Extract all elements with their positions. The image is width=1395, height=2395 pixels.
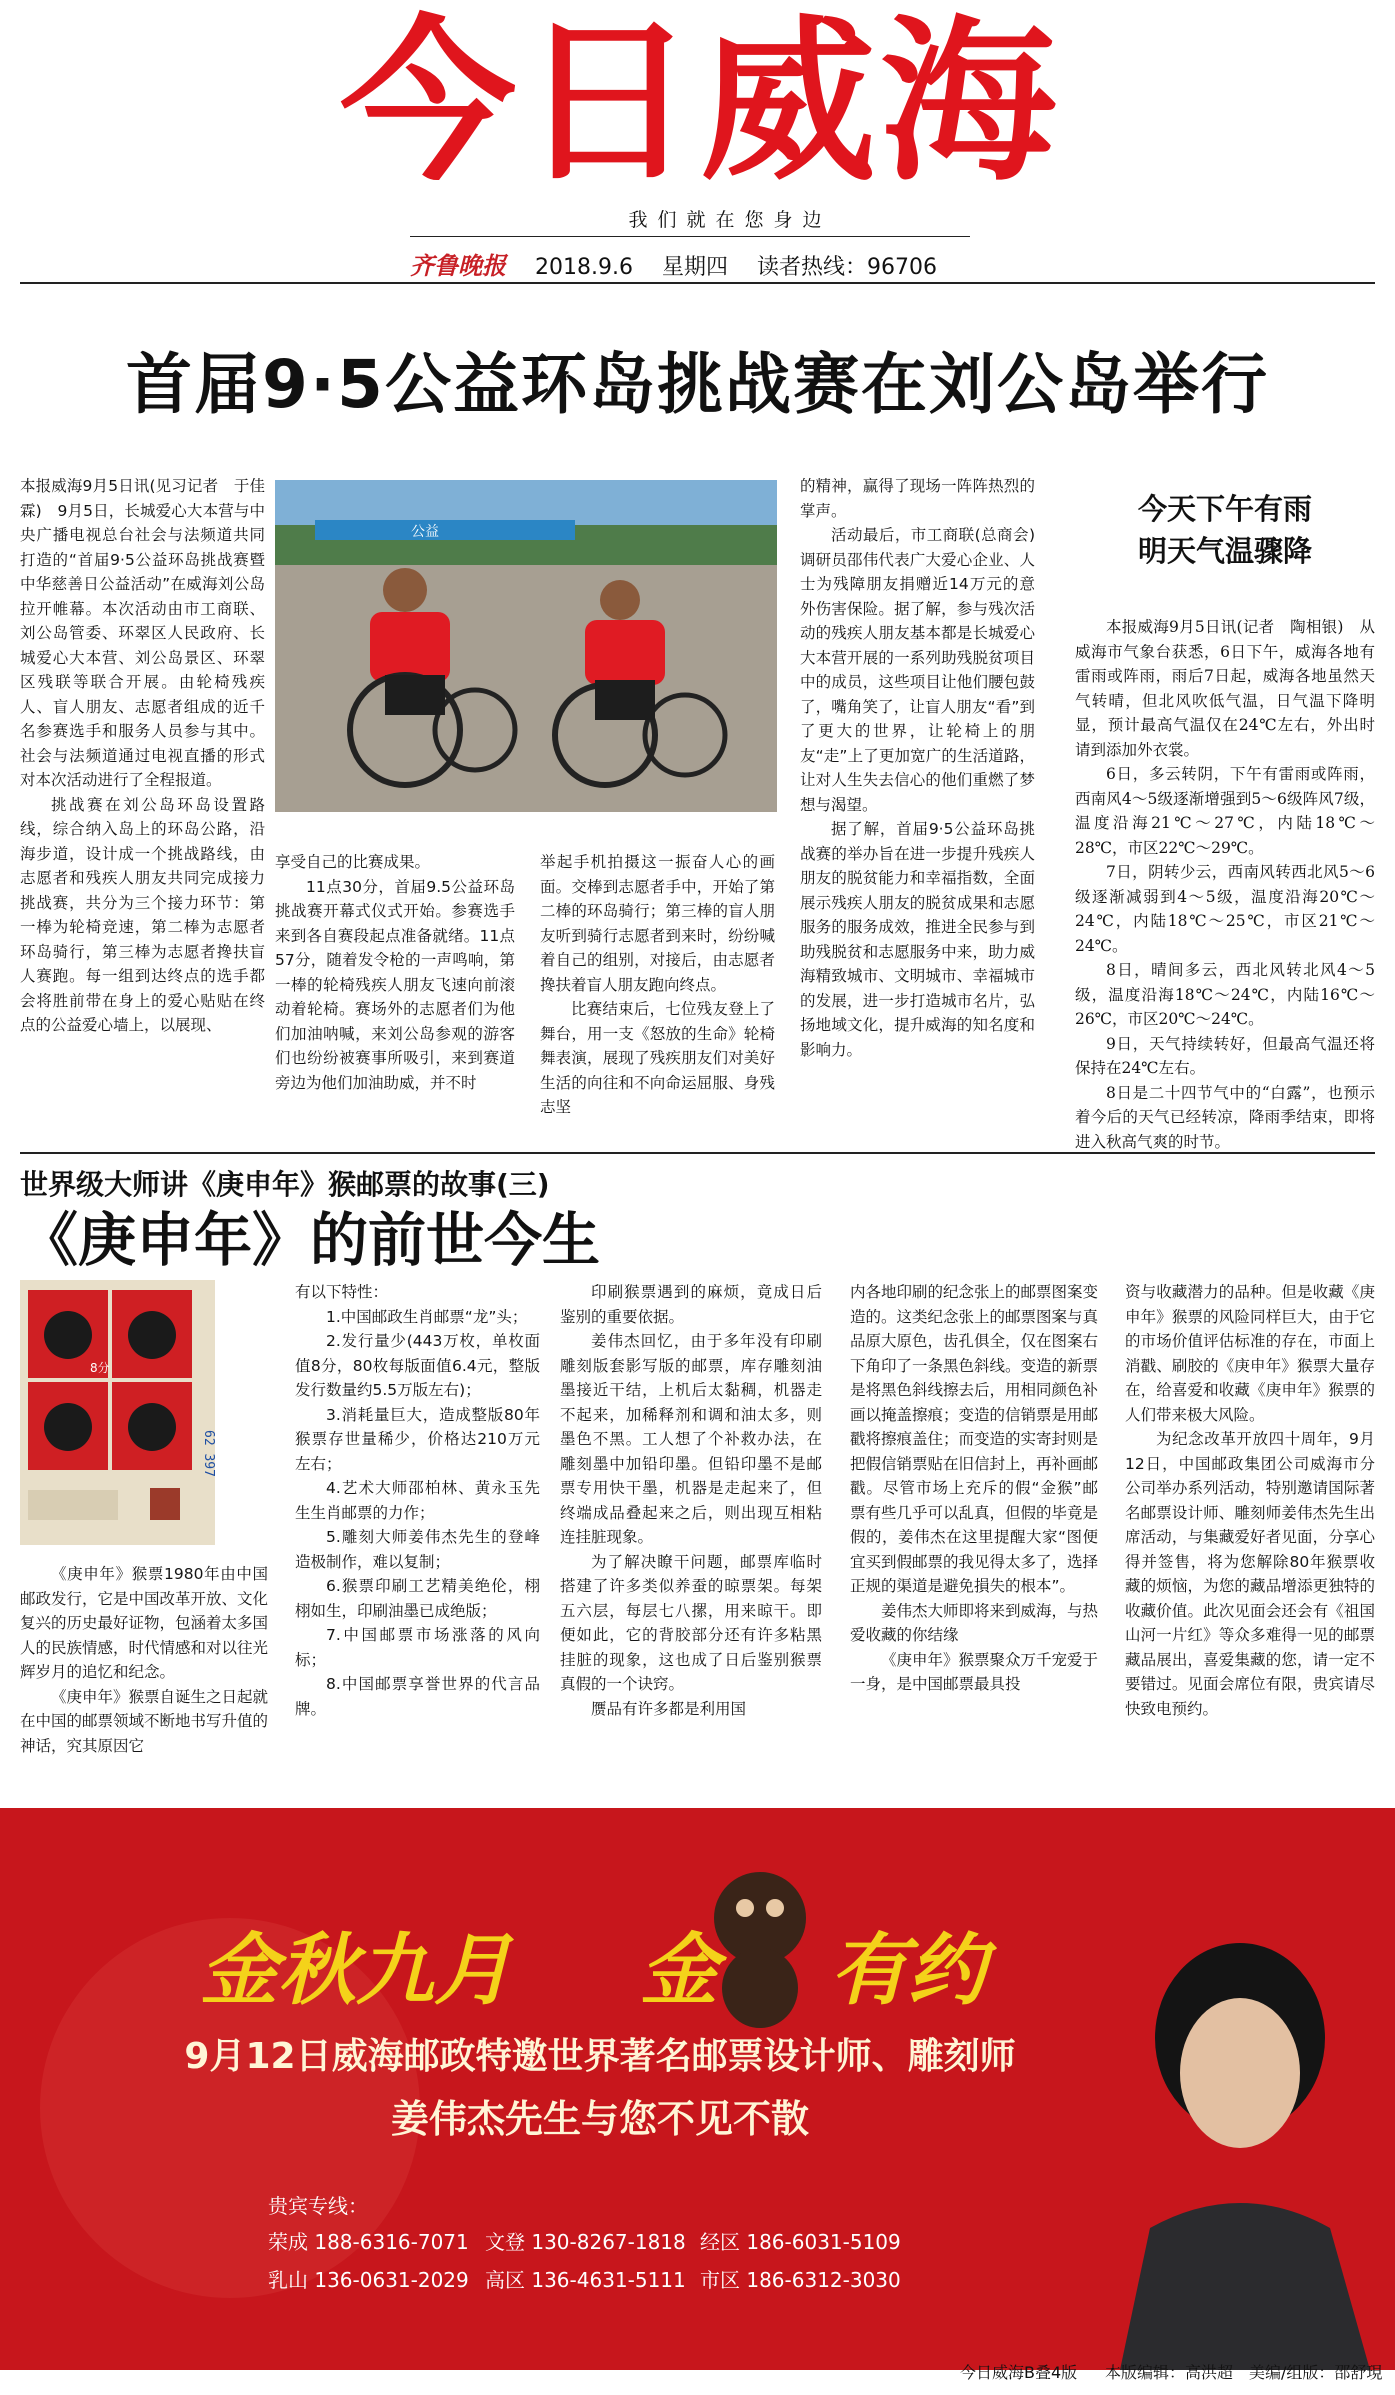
lead-paragraph: 享受自己的比赛成果。	[275, 853, 431, 871]
weather-body	[1075, 615, 1375, 1154]
stamp-paragraph: 《庚申年》猴票自诞生之日起就在中国的邮票领域不断地书写升值的神话，究其原因它	[20, 1687, 269, 1755]
weather-paragraph: 8日是二十四节气中的“白露”，也预示着今后的天气已经转凉，降雨季结束，即将进入秋高气爽的时节。	[1075, 1083, 1375, 1151]
stamp-event-advertisement	[0, 1808, 1395, 2370]
issue-weekday: 星期四	[661, 255, 728, 280]
stamp-paragraph: 3.消耗量巨大，造成整版80年猴票存世量稀少，价格达210万元左右；	[295, 1405, 540, 1473]
lead-col-3	[540, 850, 775, 1120]
masthead-bottom-rule	[20, 282, 1375, 284]
monkey-stamp-icon	[20, 1280, 215, 1545]
stamp-code-text: 62 397	[201, 1430, 215, 1477]
weather-headline-line2: 明天气温骤降	[1137, 534, 1312, 568]
wheelchair-race-illustration	[275, 480, 777, 812]
weather-headline	[1080, 488, 1370, 572]
lead-paragraph: 的精神，赢得了现场一阵阵热烈的掌声。	[800, 477, 1035, 520]
stamp-paragraph: 资与收藏潜力的品种。但是收藏《庚申年》猴票的风险同样巨大，由于它的市场价值评估标准的存在，市面上消戳、刷胶的《庚申年》猴票大量存在，给喜爱和收藏《庚申年》猴票的人们带来极大风险。	[1125, 1283, 1375, 1424]
lead-col-2	[275, 850, 515, 1095]
ad-contact: 经区 186-6031-5109	[700, 2230, 901, 2254]
stamp-paragraph: 内各地印刷的纪念张上的邮票图案变造的。这类纪念张上的邮票图案与真品原大原色，齿孔俱全，仅在图案右下角印了一条黑色斜线。变造的新票是将黑色斜线擦去后，用相同颜色补画以掩盖擦痕；变造的信销票是用邮戳将擦痕盖住；而变造的实寄封则是把假信销票贴在旧信封上，再补画邮戳。尽管市场上充斥的假“金猴”邮票有些几乎可以乱真，但假的毕竟是假的，姜伟杰在这里提醒大家“图便宜买到假邮票的我见得太多了，选择正规的渠道是避免損失的根本”。	[850, 1283, 1099, 1595]
lead-paragraph: 本报威海9月5日讯(见习记者 于佳霖) 9月5日，长城爱心大本营与中央广播电视总台社会与法频道共同打造的“首届9·5公益环岛挑战赛暨中华慈善日公益活动”在威海刘公岛拉开帷幕。本次活动由市工商联、刘公岛管委、环翠区人民政府、长城爱心大本营、刘公岛景区、环翠区残联等联合开展。由轮椅残疾人、盲人朋友、志愿者组成的近千名参赛选手和服务人员参与其中。社会与法频道通过电视直播的形式对本次活动进行了全程报道。	[20, 477, 265, 789]
stamp-paragraph: 《庚申年》猴票1980年由中国邮政发行，它是中国改革开放、文化复兴的历史最好证物，包涵着太多国人的民族情感，时代情感和对以往光辉岁月的追忆和纪念。	[20, 1565, 269, 1681]
lead-paragraph: 据了解，首届9·5公益环岛挑战赛的举办旨在进一步提升残疾人朋友的脱贫能力和幸福指数，全面展示残疾人朋友的脱贫成果和志愿服务的服务成效，推进全民参与到助残脱贫和志愿服务中来，助力威海精致城市、文明城市、幸福城市的发展，进一步打造城市名片，弘扬地域文化，提升威海的知名度和影响力。	[800, 820, 1035, 1059]
ad-contact: 乳山 136-0631-2029	[268, 2268, 469, 2292]
ad-contact: 市区 186-6312-3030	[700, 2268, 901, 2292]
stamp-col-1	[20, 1562, 268, 1758]
ad-line-2: 姜伟杰先生与您不见不散	[390, 2097, 809, 2141]
weather-paragraph: 9日，天气持续转好，但最高气温还将保持在24℃左右。	[1075, 1034, 1375, 1077]
ad-contact: 文登 130-8267-1818	[485, 2230, 686, 2254]
stamp-paragraph: 6.猴票印刷工艺精美绝伦，栩栩如生，印刷油墨已成绝版；	[295, 1577, 540, 1620]
stamp-paragraph: 为纪念改革开放四十周年，9月12日，中国邮政集团公司威海市分公司举办系列活动，特别邀请国际著名邮票设计师、雕刻师姜伟杰先生出席活动，与集藏爱好者见面，分享心得并签售，将为您解除80年猴票收藏的烦恼，为您的藏品增添更独特的收藏价值。此次见面会还会有《祖国山河一片红》等众多难得一见的邮票藏品展出，喜爱集藏的您，请一定不要错过。见面会席位有限，贵宾请尽快致电预约。	[1125, 1430, 1375, 1718]
section-divider	[20, 1152, 1375, 1154]
stamp-story-title: 《庚申年》的前世今生	[20, 1206, 601, 1274]
stamp-paragraph: 5.雕刻大师姜伟杰先生的登峰造极制作，难以复制；	[295, 1528, 540, 1571]
lead-col-1	[20, 474, 265, 1038]
weather-paragraph: 7日，阴转少云，西南风转西北风5～6级逐渐减弱到4～5级，温度沿海20℃～24℃，内陆18℃～25℃，市区21℃～24℃。	[1075, 863, 1375, 955]
ad-slogan-mid: 金	[640, 1925, 719, 2016]
footer-editors: 本版编辑：高洪超 美编/组版：邵舒現	[1105, 2363, 1383, 2382]
monkey-stamp-photo	[20, 1280, 215, 1545]
stamp-paragraph: 印刷猴票遇到的麻烦，竟成日后鉴别的重要依据。	[560, 1283, 822, 1326]
stamp-col-4	[850, 1280, 1098, 1697]
ad-hotline-label: 贵宾专线：	[268, 2194, 368, 2218]
stamp-paragraph: 姜伟杰大师即将来到威海，与热爱收藏的你结缘	[850, 1601, 1099, 1644]
lead-paragraph: 举起手机拍摄这一振奋人心的画面。交棒到志愿者手中，开始了第二棒的环岛骑行；第三棒的盲人朋友听到骑行志愿者到来时，纷纷喊着自己的组别，对接后，由志愿者搀扶着盲人朋友跑向终点。	[540, 853, 775, 994]
stamp-paragraph: 8.中国邮票享誉世界的代言品牌。	[295, 1675, 540, 1718]
lead-paragraph: 活动最后，市工商联(总商会)调研员邵伟代表广大爱心企业、人士为残障朋友捐赠近14万元的意外伤害保险。据了解，参与残次活动的残疾人朋友基本都是长城爱心大本营开展的一系列助残脱贫项目中的成员，这些项目让他们腰包鼓了，嘴角笑了，让盲人朋友“看”到了更大的世界，让轮椅上的朋友“走”上了更加宽广的生活道路，让对人生失去信心的他们重燃了梦想与渴望。	[800, 526, 1035, 814]
stamp-col-3	[560, 1280, 822, 1721]
footer-edition: 今日威海B叠4版	[960, 2363, 1078, 2382]
stamp-paragraph: 4.艺术大师邵柏林、黄永玉先生生肖邮票的力作；	[295, 1479, 540, 1522]
lead-paragraph: 11点30分，首届9.5公益环岛挑战赛开幕式仪式开始。参赛选手来到各自赛段起点准备就绪。11点57分，随着发令枪的一声鸣响，第一棒的轮椅残疾人朋友飞速向前滚动着轮椅。赛场外的志愿者们为他们加油呐喊，来刘公岛参观的游客们也纷纷被赛事所吸引，来到赛道旁边为他们加油助威，并不时	[275, 877, 515, 1092]
masthead-title: 今日威海	[339, 0, 1060, 205]
weather-paragraph: 6日，多云转阴，下午有雷雨或阵雨，西南风4～5级逐渐增强到5～6级阵风7级，温度沿海21℃～27℃，内陆18℃～28℃，市区22℃～29℃。	[1075, 765, 1375, 857]
lead-photo	[275, 480, 777, 812]
stamp-paragraph: 《庚申年》猴票聚众万千宠爱于一身，是中国邮票最具投	[850, 1650, 1099, 1693]
lead-col-4	[800, 474, 1035, 1062]
masthead-rule	[410, 236, 970, 237]
stamp-paragraph: 为了解决瞭干问题，邮票库临时搭建了许多类似养蚕的晾票架。每架五六层，每层七八摞，用来晾干。即便如此，它的背胶部分还有许多粘黑挂脏的现象，这也成了日后鉴别猴票真假的一个诀窍。	[560, 1552, 822, 1693]
stamp-paragraph: 2.发行量少(443万枚，单枚面值8分，80枚每版面值6.4元，整版发行数量约5.5万版左右)；	[295, 1332, 540, 1399]
photo-banner-text: 公益	[411, 524, 439, 540]
stamp-paragraph: 1.中国邮政生肖邮票“龙”头；	[326, 1307, 528, 1326]
weather-paragraph: 本报威海9月5日讯(记者 陶相银) 从威海市气象台获悉，6日下午，威海各地有雷雨或阵雨，雨后7日起，威海各地虽然天气转晴，但北风吹低气温，日气温下降明显，预计最高气温仅在24℃左右，外出时请到添加外衣裳。	[1075, 618, 1375, 759]
masthead-slogan: 我们就在您身边	[628, 209, 832, 231]
stamp-paragraph: 7.中国邮票市场涨落的风向标；	[295, 1626, 540, 1669]
lead-headline: 首届9·5公益环岛挑战赛在刘公岛举行	[126, 346, 1269, 423]
stamp-series-title: 世界级大师讲《庚申年》猴邮票的故事(三)	[20, 1168, 550, 1201]
stamp-value-text: 8分	[90, 1361, 110, 1375]
stamp-col-2	[295, 1280, 540, 1721]
stamp-paragraph: 赝品有许多都是利用国	[591, 1699, 747, 1718]
weather-headline-line1: 今天下午有雨	[1137, 492, 1312, 526]
ad-contact: 高区 136-4631-5111	[485, 2268, 686, 2292]
issue-date: 2018.9.6	[535, 255, 633, 280]
dateline	[410, 246, 1010, 281]
stamp-paragraph: 有以下特性：	[295, 1283, 389, 1301]
stamp-paragraph: 姜伟杰回忆，由于多年没有印刷雕刻版套影写版的邮票，库存雕刻油墨接近干结，上机后太黏稠，机器走不起来，加稀释剂和调和油太多，则墨色不黑。工人想了个补救办法，在雕刻墨中加铅印墨。但铅印墨不是邮票专用快干墨，机器是走起来了，但终端成品叠起来之后，则出现互相粘连挂脏现象。	[560, 1332, 822, 1546]
reader-hotline: 读者热线：96706	[756, 255, 937, 280]
weather-paragraph: 8日，晴间多云，西北风转北风4～5级，温度沿海18℃～24℃，内陆16℃～26℃，市区20℃～24℃。	[1075, 961, 1375, 1028]
stamp-col-5	[1125, 1280, 1375, 1721]
lead-paragraph: 挑战赛在刘公岛环岛设置路线，综合纳入岛上的环岛公路，沿海步道，设计成一个挑战路线，由志愿者和残疾人朋友共同完成接力挑战赛，共分为三个接力环节：第一棒为轮椅竞速，第二棒为志愿者环岛骑行，第三棒为志愿者搀扶盲人赛跑。每一组到达终点的选手都会将胜前带在身上的爱心贴贴在终点的公益爱心墙上，以展现、	[20, 795, 265, 1034]
ad-contact: 荣成 188-6316-7071	[268, 2230, 469, 2254]
paper-logo: 齐鲁晚报	[410, 251, 506, 280]
ad-line-1: 9月12日威海邮政特邀世界著名邮票设计师、雕刻师	[184, 2036, 1016, 2077]
ad-slogan-right: 有约	[830, 1925, 987, 2016]
lead-paragraph: 比赛结束后，七位残友登上了舞台，用一支《怒放的生命》轮椅舞表演，展现了残疾朋友们对美好生活的向往和不向命运屈服、身残志坚	[540, 1000, 775, 1116]
ad-slogan-left: 金秋九月	[200, 1925, 513, 2016]
